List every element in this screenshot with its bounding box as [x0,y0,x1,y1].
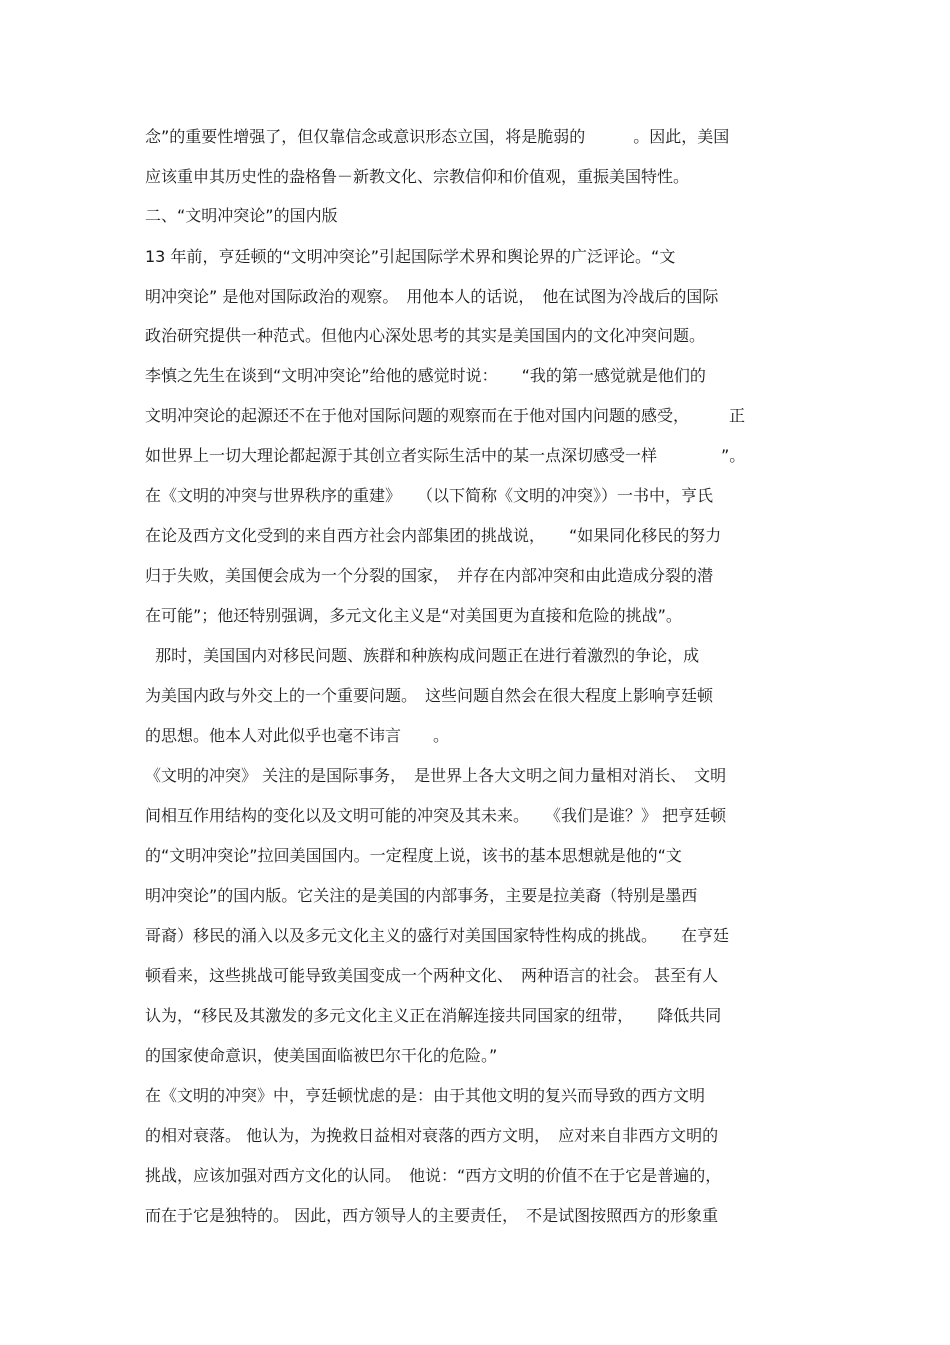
text-line: 李慎之先生在谈到“文明冲突论”给他的感觉时说： “我的第一感觉就是他们的 [145,366,706,385]
text-line: 挑战，应该加强对西方文化的认同。 他说：“西方文明的价值不在于它是普遍的， [145,1166,722,1185]
text-line: 文明冲突论的起源还不在于他对国际问题的观察而在于他对国内问题的感受， 正 [145,406,746,425]
text-line: 的相对衰落。 他认为，为挽救日益相对衰落的西方文明， 应对来自非西方文明的 [145,1126,719,1145]
text-line: 在《文明的冲突》中，亨廷顿忧虑的是：由于其他文明的复兴而导致的西方文明 [145,1086,706,1105]
text-line: 应该重申其历史性的盎格鲁－新教文化、宗教信仰和价值观，重振美国特性。 [145,167,690,186]
text-line: 那时，美国国内对移民问题、族群和种族构成问题正在进行着激烈的争论，成 [145,646,700,665]
text-line: 认为，“移民及其激发的多元文化主义正在消解连接共同国家的纽带， 降低共同 [145,1006,722,1025]
text-line: 念”的重要性增强了，但仅靠信念或意识形态立国，将是脆弱的 。因此，美国 [145,127,730,146]
text-line: 明冲突论”的国内版。它关注的是美国的内部事务，主要是拉美裔（特别是墨西 [145,886,698,905]
text-line: 的国家使命意识，使美国面临被巴尔干化的危险。” [145,1046,498,1065]
text-line: 在论及西方文化受到的来自西方社会内部集团的挑战说， “如果同化移民的努力 [145,526,722,545]
text-line: 《文明的冲突》 关注的是国际事务， 是世界上各大文明之间力量相对消长、 文明 [145,766,727,785]
text-line: 的思想。他本人对此似乎也毫不讳言 。 [145,726,450,745]
text-line: 明冲突论” 是他对国际政治的观察。 用他本人的话说， 他在试图为冷战后的国际 [145,287,719,306]
section-heading: 二、“文明冲突论”的国内版 [145,206,338,225]
text-line: 哥裔）移民的涌入以及多元文化主义的盛行对美国国家特性构成的挑战。 在亨廷 [145,926,730,945]
text-line: 归于失败，美国便会成为一个分裂的国家， 并存在内部冲突和由此造成分裂的潜 [145,566,714,585]
text-line: 的“文明冲突论”拉回美国国内。一定程度上说，该书的基本思想就是他的“文 [145,846,682,865]
text-line: 而在于它是独特的。 因此，西方领导人的主要责任， 不是试图按照西方的形象重 [145,1206,719,1225]
text-line: 顿看来，这些挑战可能导致美国变成一个两种文化、 两种语言的社会。 甚至有人 [145,966,719,985]
text-line: 如世界上一切大理论都起源于其创立者实际生活中的某一点深切感受一样 ”。 [145,446,746,465]
text-line: 13 年前，亨廷顿的“文明冲突论”引起国际学术界和舆论界的广泛评论。“文 [145,247,676,266]
text-line: 在可能”；他还特别强调，多元文化主义是“对美国更为直接和危险的挑战”。 [145,606,682,625]
text-line: 在《文明的冲突与世界秩序的重建》 （以下简称《文明的冲突》）一书中，亨氏 [145,486,714,505]
text-line: 政治研究提供一种范式。但他内心深处思考的其实是美国国内的文化冲突问题。 [145,326,706,345]
text-line: 为美国内政与外交上的一个重要问题。 这些问题自然会在很大程度上影响亨廷顿 [145,686,714,705]
text-line: 间相互作用结构的变化以及文明可能的冲突及其未来。 《我们是谁？》 把亨廷顿 [145,806,727,825]
